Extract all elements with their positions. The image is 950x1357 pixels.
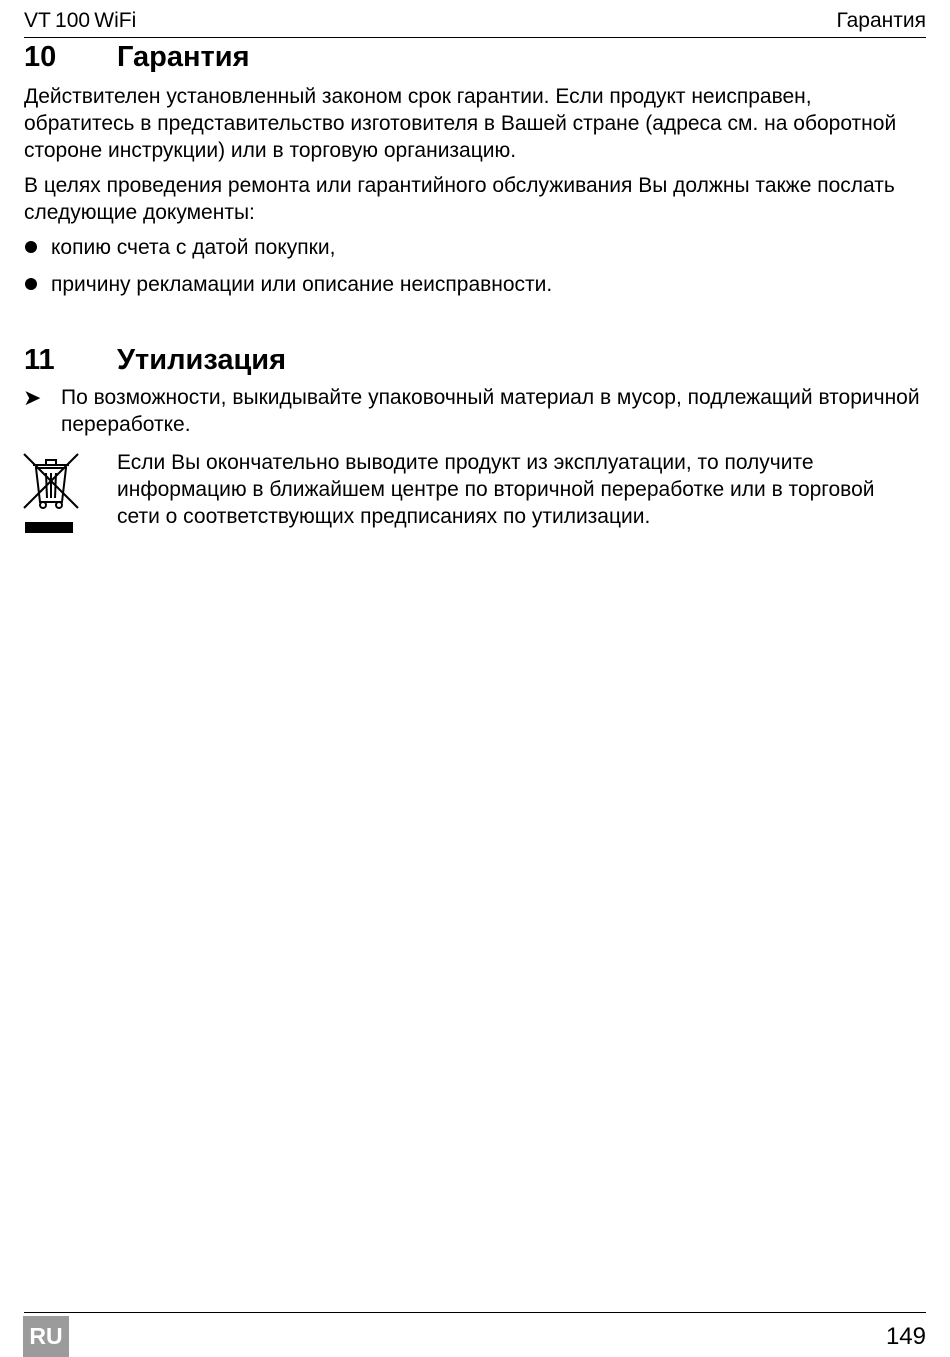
- list-item: копию счета с датой покупки,: [51, 236, 336, 259]
- warranty-paragraph-1: Действителен установленный законом срок гарантии. Если продукт неисправен, обратитесь в представительство изготовителя в Вашей стране (адреса см. на оборотной стороне инструкции) или в торговую организацию.: [24, 85, 897, 162]
- list-item: причину рекламации или описание неисправности.: [51, 273, 553, 296]
- section-10-heading: [24, 39, 250, 75]
- section-11-heading: [24, 342, 286, 378]
- warranty-paragraph-2: В целях проведения ремонта или гарантийного обслуживания Вы должны также послать следующие документы:: [24, 174, 895, 224]
- bullet-icon: [25, 278, 37, 290]
- section-10-number: 10: [24, 41, 57, 73]
- footer-divider: [24, 1312, 926, 1313]
- section-11-title: Утилизация: [117, 344, 287, 376]
- crossed-out-wheelie-bin-icon: [22, 452, 80, 536]
- running-section-title: Гарантия: [836, 9, 926, 32]
- arrow-bullet-icon: ➤: [23, 385, 42, 410]
- product-name: VT 100 WiFi: [24, 9, 137, 32]
- section-11-number: 11: [24, 344, 55, 376]
- language-badge: RU: [23, 1316, 69, 1357]
- disposal-paragraph: Если Вы окончательно выводите продукт из эксплуатации, то получите информацию в ближайшем центре по вторичной переработке или в торговой сети о соответствующих предписаниях по утилизации.: [117, 451, 875, 528]
- page-number: 149: [885, 1323, 926, 1350]
- section-10-title: Гарантия: [117, 41, 250, 73]
- bullet-icon: [25, 241, 37, 253]
- page-header: [24, 5, 926, 38]
- packaging-instruction: По возможности, выкидывайте упаковочный материал в мусор, подлежащий вторичной переработке.: [61, 386, 920, 436]
